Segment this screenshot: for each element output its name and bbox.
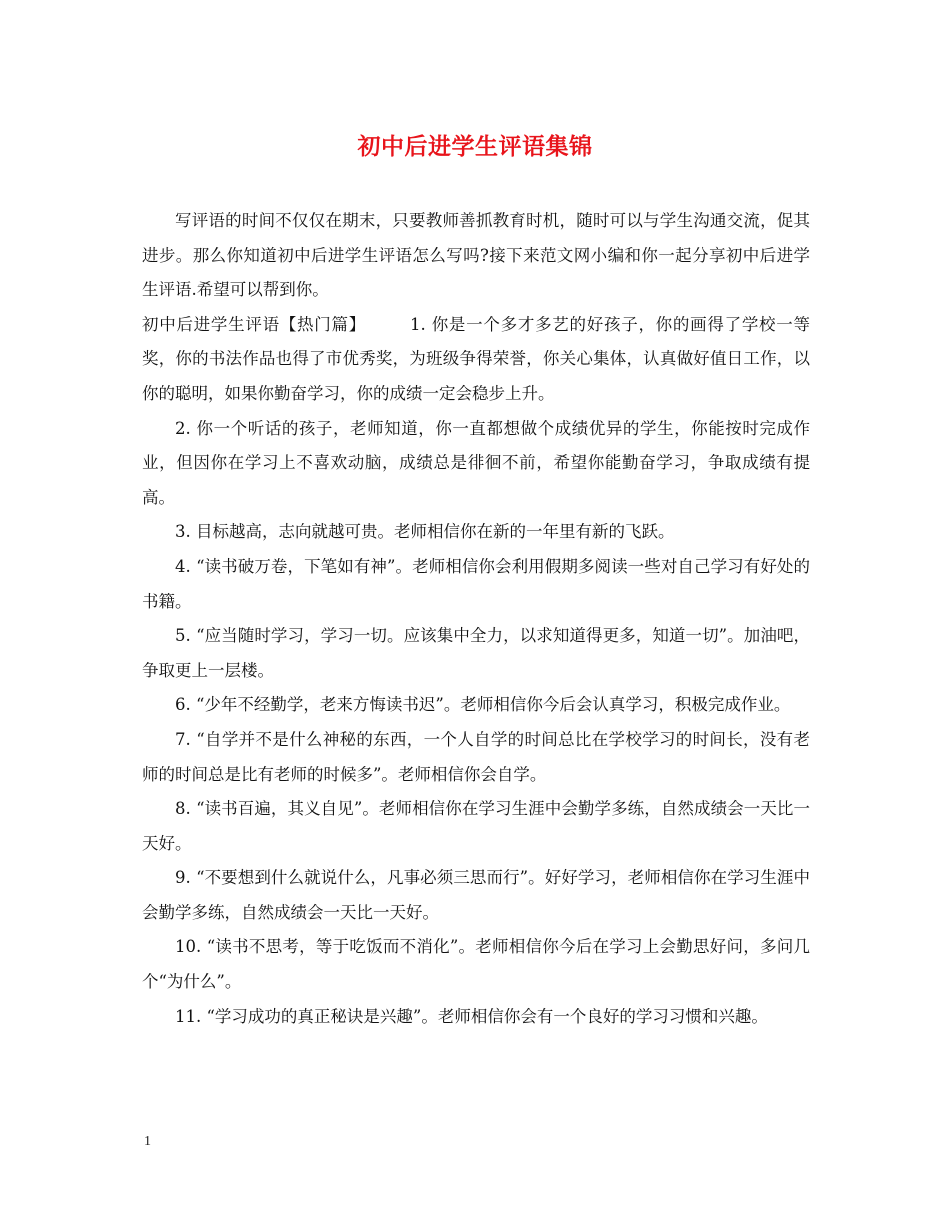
document-body [142, 204, 810, 1034]
page-number: 1 [144, 1134, 151, 1149]
list-item: 6. “少年不经勤学，老来方悔读书迟”。老师相信你今后会认真学习，积极完成作业。 [175, 695, 791, 715]
list-item: 7. “自学并不是什么神秘的东西，一个人自学的时间总比在学校学习的时间长，没有老师的时间总是比有老师的时候多”。老师相信你会自学。 [142, 729, 810, 784]
list-item: 2. 你一个听话的孩子，老师知道，你一直都想做个成绩优异的学生，你能按时完成作业，但因你在学习上不喜欢动脑，成绩总是徘徊不前，希望你能勤奋学习，争取成绩有提高。 [142, 418, 810, 507]
list-item: 4. “读书破万卷，下笔如有神”。老师相信你会利用假期多阅读一些对自己学习有好处的书籍。 [142, 556, 810, 611]
list-item: 10. “读书不思考，等于吃饭而不消化”。老师相信你今后在学习上会勤思好问，多问几个“为什么”。 [142, 937, 810, 992]
list-item: 1. 你是一个多才多艺的好孩子，你的画得了学校一等奖，你的书法作品也得了市优秀奖，为班级争得荣誉，你关心集体，认真做好值日工作，以你的聪明，如果你勤奋学习，你的成绩一定会稳步上升。 [142, 314, 811, 403]
list-item: 3. 目标越高，志向就越可贵。老师相信你在新的一年里有新的飞跃。 [175, 522, 675, 542]
document-title: 初中后进学生评语集锦 [357, 133, 593, 160]
list-item: 9. “不要想到什么就说什么，凡事必须三思而行”。好好学习，老师相信你在学习生涯中会勤学多练，自然成绩会一天比一天好。 [142, 868, 810, 922]
list-item: 11. “学习成功的真正秘诀是兴趣”。老师相信你会有一个良好的学习习惯和兴趣。 [175, 1006, 768, 1026]
list-item: 8. “读书百遍，其义自见”。老师相信你在学习生涯中会勤学多练，自然成绩会一天比一天好。 [142, 799, 810, 853]
section-heading: 初中后进学生评语【热门篇】 [142, 314, 366, 334]
section-paragraph [142, 308, 810, 412]
list-item: 5. “应当随时学习，学习一切。应该集中全力，以求知道得更多，知道一切”。加油吧，争取更上一层楼。 [142, 626, 810, 680]
intro-paragraph: 写评语的时间不仅仅在期末，只要教师善抓教育时机，随时可以与学生沟通交流，促其进步。那么你知道初中后进学生评语怎么写吗?接下来范文网小编和你一起分享初中后进学生评语.希望可以帮到你。 [142, 211, 810, 300]
